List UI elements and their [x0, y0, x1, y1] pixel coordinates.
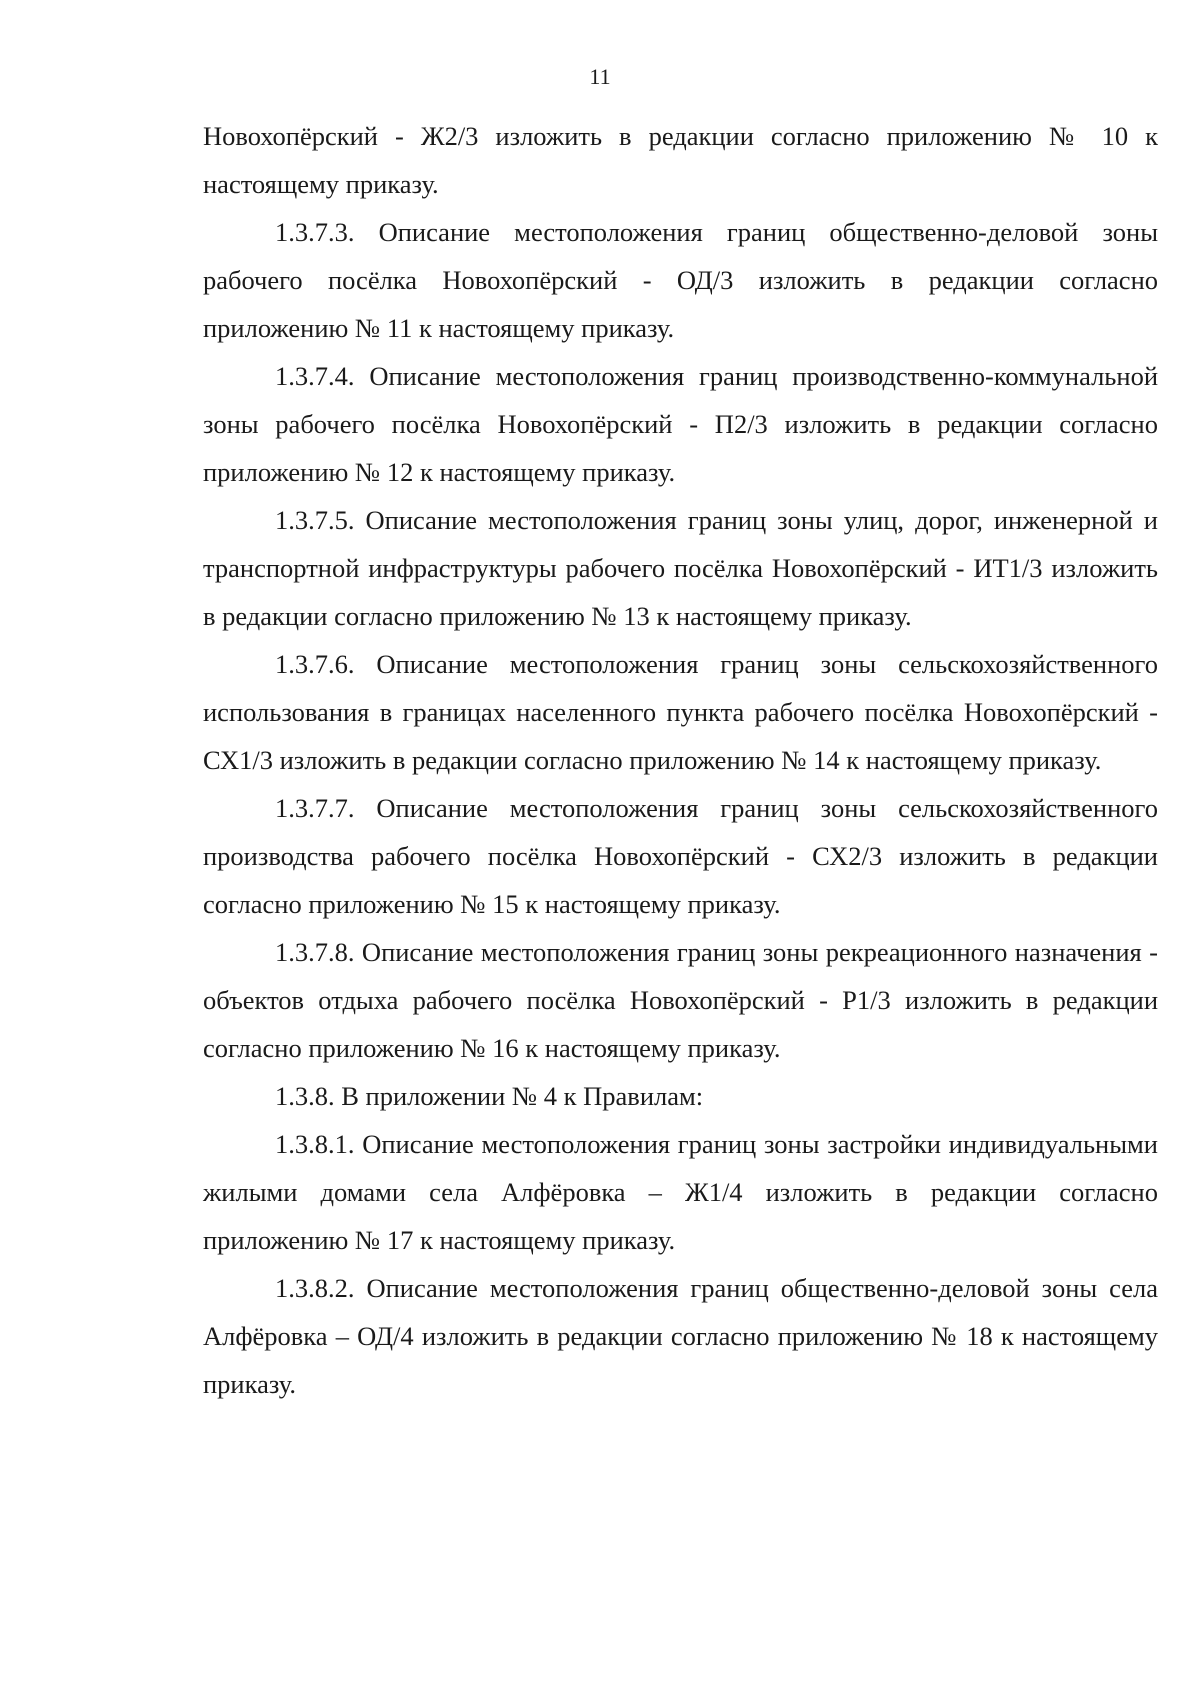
paragraph-1-3-8: 1.3.8. В приложении № 4 к Правилам:: [275, 1081, 704, 1111]
paragraph-continuation: Новохопёрский - Ж2/3 изложить в редакции согласно приложению № 10 к настоящему приказу.: [203, 121, 1158, 199]
paragraph-1-3-8-2: 1.3.8.2. Описание местоположения границ общественно-деловой зоны села Алфёровка – ОД/4 изложить в редакции согласно приложению № 18 к настоящему приказу.: [203, 1273, 1158, 1399]
page-number: 11: [589, 64, 611, 89]
paragraph-1-3-7-4: 1.3.7.4. Описание местоположения границ производственно-коммунальной зоны рабочего посёлка Новохопёрский - П2/3 изложить в редакции согласно приложению № 12 к настоящему приказу.: [203, 361, 1158, 487]
paragraph-1-3-7-5: 1.3.7.5. Описание местоположения границ зоны улиц, дорог, инженерной и транспортной инфраструктуры рабочего посёлка Новохопёрский - ИТ1/3 изложить в редакции согласно приложению № 13 к настоящему приказу.: [203, 505, 1158, 631]
paragraph-1-3-8-1: 1.3.8.1. Описание местоположения границ зоны застройки индивидуальными жилыми домами села Алфёровка – Ж1/4 изложить в редакции согласно приложению № 17 к настоящему приказу.: [203, 1129, 1158, 1255]
paragraph-1-3-7-7: 1.3.7.7. Описание местоположения границ зоны сельскохозяйственного производства рабочего посёлка Новохопёрский - СХ2/3 изложить в редакции согласно приложению № 15 к настоящему приказу.: [203, 793, 1158, 919]
paragraph-1-3-7-6: 1.3.7.6. Описание местоположения границ зоны сельскохозяйственного использования в границах населенного пункта рабочего посёлка Новохопёрский - СХ1/3 изложить в редакции согласно приложению № 14 к настоящему приказу.: [203, 649, 1158, 775]
paragraph-1-3-7-3: 1.3.7.3. Описание местоположения границ общественно-деловой зоны рабочего посёлка Новохопёрский - ОД/3 изложить в редакции согласно приложению № 11 к настоящему приказу.: [203, 217, 1158, 343]
document-body: [203, 112, 1158, 1408]
paragraph-1-3-7-8: 1.3.7.8. Описание местоположения границ зоны рекреационного назначения - объектов отдыха рабочего посёлка Новохопёрский - Р1/3 изложить в редакции согласно приложению № 16 к настоящему приказу.: [203, 937, 1158, 1063]
